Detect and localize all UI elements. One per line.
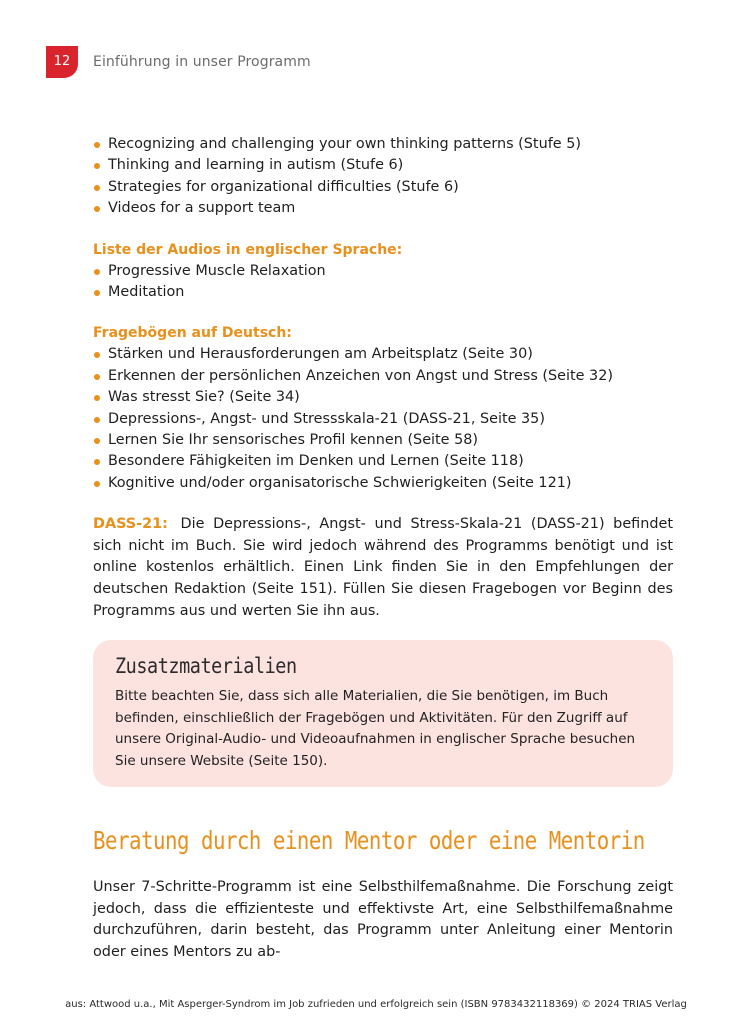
dass-text: Die Depressions-, Angst- und Stress-Skala-21 (DASS-21) befindet sich nicht im Buch. Sie wird jedoch während des Programms benötigt und ist online kostenlos erhältlich. Einen Link finden Sie in den Empfehlungen der deutschen Redaktion (Seite 151). Füllen Sie diesen Fragebogen vor Beginn des Programms aus und werten Sie ihn aus.	[93, 516, 673, 619]
dass-label: DASS-21:	[93, 516, 168, 533]
info-box-title: Zusatzmaterialien	[115, 654, 297, 678]
main-content	[93, 134, 673, 637]
list-item: Thinking and learning in autism (Stufe 6)	[93, 155, 673, 176]
list-item: Erkennen der persönlichen Anzeichen von Angst und Stress (Seite 32)	[93, 366, 673, 387]
info-box	[93, 640, 673, 787]
info-box-text: Bitte beachten Sie, dass sich alle Materialien, die Sie benötigen, im Buch befinden, einschließlich der Fragebögen und Aktivitäten. Für den Zugriff auf unsere Original-Audio- und Videoaufnahmen in englischer Sprache besuchen Sie unsere Website (Seite 150).	[115, 688, 636, 769]
video-list	[93, 134, 673, 220]
list-item: Lernen Sie Ihr sensorisches Profil kennen (Seite 58)	[93, 430, 673, 451]
list-item: Videos for a support team	[93, 198, 673, 219]
dass-paragraph	[93, 514, 673, 622]
list-item: Stärken und Herausforderungen am Arbeitsplatz (Seite 30)	[93, 344, 673, 365]
footer-citation: aus: Attwood u.a., Mit Asperger-Syndrom im Job zufrieden und erfolgreich sein (ISBN 9783432118369) © 2024 TRIAS Verlag	[65, 999, 687, 1010]
audio-list	[93, 261, 673, 304]
list-item: Besondere Fähigkeiten im Denken und Lernen (Seite 118)	[93, 451, 673, 472]
audio-list-heading: Liste der Audios in englischer Sprache:	[93, 241, 403, 258]
list-item: Strategies for organizational difficulties (Stufe 6)	[93, 177, 673, 198]
questionnaire-list	[93, 344, 673, 494]
list-item: Recognizing and challenging your own thinking patterns (Stufe 5)	[93, 134, 673, 155]
questionnaire-heading: Fragebögen auf Deutsch:	[93, 325, 292, 342]
list-item: Kognitive und/oder organisatorische Schwierigkeiten (Seite 121)	[93, 473, 673, 494]
list-item: Progressive Muscle Relaxation	[93, 261, 673, 282]
page-number-tab: 12	[46, 46, 78, 78]
list-item: Depressions-, Angst- und Stressskala-21 (DASS-21, Seite 35)	[93, 409, 673, 430]
list-item: Was stresst Sie? (Seite 34)	[93, 387, 673, 408]
running-head-title: Einführung in unser Programm	[93, 54, 311, 70]
mentor-section-title: Beratung durch einen Mentor oder eine Mentorin	[93, 826, 645, 855]
mentor-paragraph: Unser 7-Schritte-Programm ist eine Selbsthilfemaßnahme. Die Forschung zeigt jedoch, dass die effizienteste und effektivste Art, eine Selbsthilfemaßnahme durchzuführen, darin besteht, das Programm unter Anleitung einer Mentorin oder eines Mentors zu ab-	[93, 879, 673, 960]
list-item: Meditation	[93, 282, 673, 303]
